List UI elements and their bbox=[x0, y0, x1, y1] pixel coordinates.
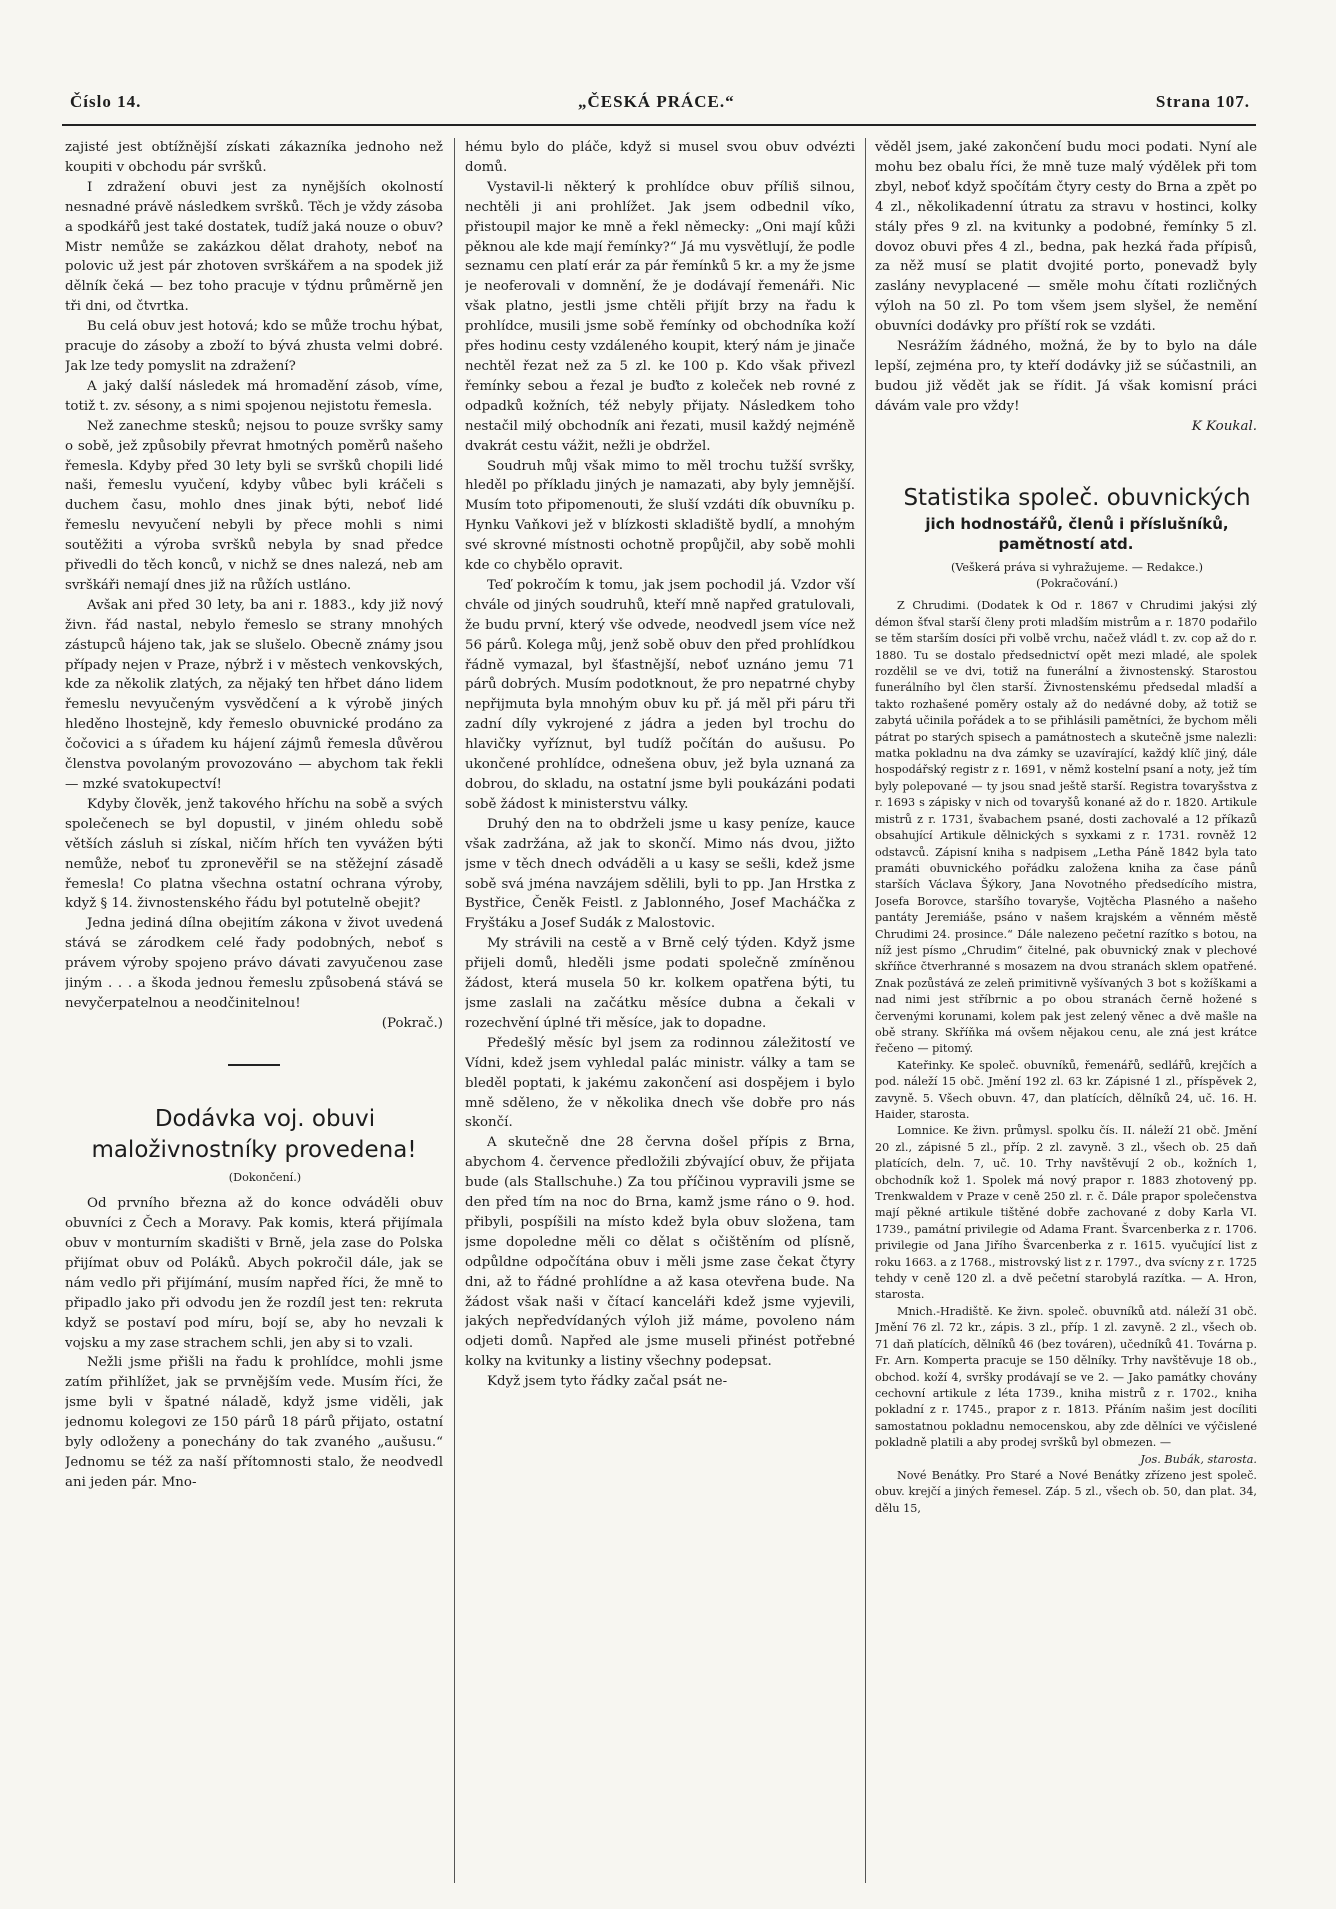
stat-entry: Mnich.-Hradiště. Ke živn. společ. obuvníků atd. náleží 31 obč. Jmění 76 zl. 72 kr., zápis. 3 zl., příp. 1 zl. zavyně. 2 zl., všech ob. 71 daň platících, dělníků 46 (bez továren), učedníků 41. Továrna p. Fr. Arn. Komperta pracuje se 150 dělníky. Trhy navštěvuje 18 ob., obchod. koží 4, svršky prodávají se ve 2. — Jako památky chovány cechovní artikule z léta 1739., kniha mistrů z r. 1702., kniha pokladní z r. 1745., prapor z r. 1813. Přáním našim jest docíliti samostatnou pokladnu nemocenskou, aby zde dělníci ve výčislené pokladně platili a aby prodej svršků byl obmezen. — bbox=[875, 1304, 1257, 1450]
paragraph: hému bylo do pláče, když si musel svou obuv odvézti domů. bbox=[465, 140, 855, 175]
stat-entry: Z Chrudimi. (Dodatek k Od r. 1867 v Chrudimi jakýsi zlý démon šťval starší členy proti mladším mistrům a r. 1870 podařilo se těm starším dosíci při volbě vrchu, načež vládl t. zv. cop až do r. 1880. Tu se dostalo předsednictví opět mezi mladé, ale spolek rozdělil se ve dvi, totiž na funerální a živnostenský. Starostou funerálního byl člen starší. Živnostenskému předsedal mladší a takto rozhašené poměry ostaly až do nedávné doby, až totiž se zabytá učinila pořádek a to se přihlásili pamětníci, že bychom měli pátrat po starých spisech a památnostech a skutečně jsme nalezli: matka pokladnu na dva zámky se uzavírající, každý klíč jiný, dále hospodářský registr z r. 1691, v němž kostelní psaní a noty, jež tím byly polepované — ty jsou snad ještě starší. Registra tovaryšstva z r. 1693 s zápisky v nich od tovaryšů konané až do r. 1820. Artikule mistrů z r. 1731, švabachem psané, dosti zachovalé a 12 příkazů obsahující Artikule dělnických s syxkami z r. 1731. rovněž 12 odstavců. Zápisní kniha s nadpisem „Letha Páně 1842 byla tato pramáti obuvnického pořádku založena kniha za čase pánů starších Václava Šýkory, Jana Novotného předsedícího mistra, Josefa Borovce, staršího tovaryše, Vojtěcha Plasného a našeho pantáty Jeremiáše, psáno v našem krajském a věnném městě Chrudimi 24. prosince.“ Dále nalezeno pečetní razítko s botou, na níž jest písmo „Chrudim“ čitelné, pak obuvnický znak v plechové skříňce čtverhranné s mosazem na dvou stranách sklem opatřené. Znak pozůstává ze zeleň primitivně vyšívaných 3 bot s kožíškami a nad nimi jest stříbrnic a po obou stranách černě hožené s červenými korunami, kolem pak jest zelený věnec a dvě mašle na obě strany. Skříňka má ovšem nějakou cenu, ale zná jest krátce řečeno — pitomý. bbox=[875, 599, 1257, 1056]
stat-entry: Nové Benátky. Pro Staré a Nové Benátky zřízeno jest společ. obuv. krejčí a jiných řemesel. Záp. 5 zl., všech ob. 50, dan plat. 34, dělu 15, bbox=[875, 1468, 1257, 1515]
paragraph: A skutečně dne 28 června došel přípis z Brna, abychom 4. července předložili zbývající obuv, že přijata bude (als Stallschuhe.) Za tou příčinou vypravili jsme se den před tím na noc do Brna, kamž jsme ráno o 9. hod. přibyli, pospíšili na místo kdež byla obuv složena, tam jsme dopoledne měli co dělat s očištěním od plísně, odpůldne odpočítána obuv i měli jsme zase čekat čtyry dni, až to řádné prohlídne a až kasa otevřena bude. Na žádost však naši v čítací kanceláři kdež jsme vyjevili, jakých nepředvídaných výloh již máme, povoleno nám odjeti domů. Napřed ale jsme museli přinést potřebné kolky na kvitunky a listiny všechny podepsat. bbox=[465, 1135, 855, 1370]
article-subtitle: jich hodnostářů, členů i příslušníků, pamětností atd. bbox=[925, 514, 1229, 553]
paragraph: Nežli jsme přišli na řadu k prohlídce, mohli jsme zatím přihlížet, jak se prvnějším vede. Musím říci, že jsme byli v špatné náladě, když jsme viděli, jak jednomu kolegovi ze 150 párů 18 párů přijato, ostatní byly odloženy a ponechány do tak zvaného „aušusu.“ Jednomu se též za naší přítomnosti stalo, že neodvedl ani jeden pár. Mno- bbox=[65, 1355, 443, 1490]
stat-signature: Jos. Bubák, starosta. bbox=[1140, 1452, 1257, 1466]
rights-note: (Veškerá práva si vyhražujeme. — Redakce.) bbox=[951, 560, 1203, 574]
paragraph: věděl jsem, jaké zakončení budu moci podati. Nyní ale mohu bez obalu říci, že mně tuze malý výdělek při tom zbyl, neboť když spočítám čtyry cesty do Brna a zpět po 4 zl., několikadenní útratu za stravu v hostinci, kolky stály přes 9 zl. na kvitunky a podobné, řemínky 5 zl. dovoz obuvi přes 4 zl., bedna, pak hezká řada přípisů, za něž musí se platit dvojité porto, ponevadž byly zaslány nevyplacené — směle mohu čítati rozličných výloh na 50 zl. Po tom všem jsem slyšel, že nemění obuvníci dodávky pro příští rok se vzdáti. bbox=[875, 140, 1257, 335]
continuation-note: (Pokrač.) bbox=[381, 1015, 443, 1031]
paragraph: Předešlý měsíc byl jsem za rodinnou záležitostí ve Vídni, kdež jsem vyhledal palác ministr. války a tam se bleděl poptati, k jakému zakončení asi dospějem i bylo mně sděleno, že v několika dnech vše dobře pro nás skončí. bbox=[465, 1035, 855, 1131]
article-subtitle: (Dokončení.) bbox=[228, 1170, 302, 1184]
stat-entry: Lomnice. Ke živn. průmysl. spolku čís. II. náleží 21 obč. Jmění 20 zl., zápisné 5 zl., příp. 2 zl. zavyně. 3 zl., všech ob. 25 daň platících, deln. 7, uč. 10. Trhy navštěvují 2 ob., kožních 1, obchodník kož 1. Spolek má nový prapor r. 1883 zhotovený pp. Trenkwaldem v Praze v ceně 250 zl. r. č. Dále prapor společenstva mají pěkné artikule tištěné dobře zachované z doby Karla VI. 1739., památní privilegie od Adama Frant. Švarcenberka z r. 1706. privilegie od Jana Jiřího Švarcenberka z r. 1615. vyučující list z roku 1663. a z 1768., mistrovský list z r. 1797., dva svícny z r. 1725 tehdy v ceně 120 zl. a dvě pečetní starobylá razítka. — A. Hron, starosta. bbox=[875, 1124, 1257, 1302]
article-title: Statistika společ. obuvnických bbox=[903, 484, 1251, 511]
paragraph: Kdyby člověk, jenž takového hříchu na sobě a svých společenech se byl dopustil, v jiném ohledu sobě větších zásluh si získal, ničím hřích ten vyvážen býti nemůže, neboť tu zpronevěřil se na stěžejní zásadě řemesla! Co platna všechna ostatní ochrana výroby, když § 14. živnostenského řádu byl potutelně obejit? bbox=[65, 796, 443, 912]
paragraph: A jaký další následek má hromadění zásob, víme, totiž t. zv. sésony, a s nimi spojenou nejistotu řemesla. bbox=[65, 378, 443, 414]
column-2 bbox=[465, 138, 855, 1883]
paragraph: Teď pokročím k tomu, jak jsem pochodil já. Vzdor vší chvále od jiných soudruhů, kteří mně napřed gratulovali, že budu první, který vše odvede, neodvedl jsem více než 56 párů. Kolega můj, jenž sobě obuv den před prohlídkou řádně vymazal, byl šťastnější, neboť uznáno jemu 71 párů dobrých. Musím podotknout, že pro nepatrné chyby nepřijmuta byla mnohým obuv ku př. já měl při páru tři zadní díly vykrojené z jádra a jeden byl trochu do hlavičky vyříznut, byl tudíž počítán do aušusu. Po ukončené prohlídce, odnešena obuv, jež byla uznaná za dobrou, do skladu, na ostatní jsme byli poukázáni podati sobě žádost k ministerstvu války. bbox=[465, 577, 855, 812]
paragraph: Bu celá obuv jest hotová; kdo se může trochu hýbat, pracuje do zásoby a zboží to bývá zhusta velmi dobré. Jak lze tedy pomyslit na zdražení? bbox=[65, 319, 443, 374]
paragraph: Nesrážím žádného, možná, že by to bylo na dále lepší, zejména pro, ty kteří dodávky již se súčastnili, an budou již vědět jak se řídit. Já však komisní práci dávám vale pro vždy! bbox=[875, 339, 1257, 414]
column-3 bbox=[875, 138, 1257, 1883]
article-title: Dodávka voj. obuvi maloživnostníky provedena! bbox=[91, 1105, 417, 1163]
paragraph: Avšak ani před 30 lety, ba ani r. 1883., kdy již nový živn. řád nastal, nebylo řemeslo se strany mnohých zástupců hájeno tak, jak se slušelo. Obecně známy jsou případy nejen v Praze, nýbrž i v městech venkovských, kde za několik zlatých, za nějaký ten hřbet dáno lidem řemeslu nevyučeným vysvědčení a k výrobě jiných hleděno lhostejně, kdy řemeslo obuvnické prodáno za čočovici a s úřadem ku hájení zájmů řemesla důvěrou členstva povolaným provozováno — abychom tak řekli — mzké svatokupectví! bbox=[65, 597, 443, 792]
column-divider bbox=[865, 138, 866, 1883]
header-rule bbox=[62, 124, 1256, 126]
stat-entry: Kateřinky. Ke společ. obuvníků, řemenářů, sedlářů, krejčích a pod. náleží 15 obč. Jmění 192 zl. 63 kr. Zápisné 1 zl., příspěvek 2, zavyně. 5. Všech obuvn. 47, dan platících, dělníků 24, uč. 16. H. Haider, starosta. bbox=[875, 1058, 1257, 1121]
paragraph: zajisté jest obtížnější získati zákazníka jednoho než koupiti v obchodu pár svršků. bbox=[65, 140, 443, 175]
issue-number: Číslo 14. bbox=[70, 92, 142, 111]
paragraph: Než zanechme stesků; nejsou to pouze svršky samy o sobě, jež způsobily převrat hmotných poměrů našeho řemesla. Kdyby před 30 lety byli se svršků chopili lidé naši, řemeslu vyučení, kdyby vůbec byli kráčeli s duchem času, mohlo dnes jinak býti, neboť lidé řemeslu nevyučení nebyli by přece mohli s nimi soutěžiti a výroba svršků nebyla by snad předce přivedli do těch konců, v nichž se dnes nalezá, neb am svrškáři nemají dnes již na růžích ustláno. bbox=[65, 418, 443, 593]
spacer bbox=[875, 437, 1257, 483]
paragraph: Vystavil-li některý k prohlídce obuv příliš silnou, nechtěli ji ani prohlížet. Jak jsem odbednil víko, přistoupil major ke mně a řekl německy: „Oni mají kůži pěknou ale kde mají řemínky?“ Já mu vysvětlují, že podle seznamu cen platí erár za pár řemínků 5 kr. a my že jsme je neoferovali v domnění, že je dodávají řemenáři. Nic však platno, jestli jsme chtěli přijít brzy na řadu k prohlídce, musili jsme sobě řemínky od obchodníka koží přes hodinu cesty vzdáleného koupit, který nám je jinače nechtěl řezat než za 5 zl. ke 100 p. Kdo však přivezl řemínky sebou a řezal je buďto z koleček neb rovné z odpadků kožních, též nebyly přijaty. Následkem toho nestačil milý obchodník ani řezati, musil každý nejméně dvakrát cestu vážit, nežli je obdržel. bbox=[465, 179, 855, 454]
page-header bbox=[70, 92, 1250, 116]
paragraph: Jedna jediná dílna obejitím zákona v život uvedená stává se zárodkem celé řady podobných, neboť s právem výroby spojeno právo dávati zavyučenou zase jiným . . . a škoda jednou řemeslu způsobená stává se nevyčerpatelnou a neodčinitelnou! bbox=[65, 916, 443, 1011]
paragraph: Druhý den na to obdrželi jsme u kasy peníze, kauce však zadržána, až jak to skončí. Mimo nás dvou, jižto jsme v těch dnech odváděli a u kasy se sešli, kdež jsme sobě svá jména navzájem sdělili, byli to pp. Jan Hrstka z Bystřice, Čeněk Feistl. z Jablonného, Josef Macháčka z Fryštáku a Josef Sudák z Malostovic. bbox=[465, 816, 855, 932]
column-divider bbox=[454, 138, 455, 1883]
continuation-note: (Pokračování.) bbox=[1036, 577, 1118, 590]
section-divider bbox=[228, 1064, 280, 1066]
paragraph: Od prvního března až do konce odváděli obuv obuvníci z Čech a Moravy. Pak komis, která přijímala obuv v monturním skadišti v Brně, jela zase do Polska přijímat obuv od Poláků. Abych pokročil dále, jak se nám vedlo při přijímání, musím napřed říci, že mně to připadlo jako při odvodu jen že rozdíl jest ten: rekruta když se postaví pod míru, bojí se, aby ho nevzali k vojsku a my zase strachem schli, jen aby si to vzali. bbox=[65, 1196, 443, 1351]
column-1 bbox=[65, 138, 443, 1883]
paragraph: Když jsem tyto řádky začal psát ne- bbox=[487, 1374, 728, 1390]
page-number: Strana 107. bbox=[1155, 92, 1250, 111]
author-signature: K Koukal. bbox=[1191, 418, 1257, 434]
paragraph: Soudruh můj však mimo to měl trochu tužší svršky, hleděl po příkladu jiných je namazati, aby byly jemnější. Musím toto připomenouti, že sluší vzdáti dík obuvníku p. Hynku Vaňkovi jež v blízkosti skladiště bydlí, a mnohým své skrovné místnosti ochotně propůjčil, aby sobě mohli kde co chybělo opravit. bbox=[465, 458, 855, 574]
paragraph: I zdražení obuvi jest za nynějších okolností nesnadné právě následkem svršků. Těch je vždy zásoba a spodkářů jest také dostatek, tudíž jaká nouze o obuv? Mistr nemůže se zakázkou dělat drahoty, neboť na polovic už jest pár zhotoven svrškářem a na spodek již dělník čeká — bez toho pracuje v týdnu průměrně jen tři dni, od čtvrtka. bbox=[65, 179, 443, 315]
paragraph: My strávili na cestě a v Brně celý týden. Když jsme přijeli domů, hleděli jsme podati společně zmíněnou žádost, která musela 50 kr. kolkem opatřena býti, tu jsme zaslali na začátku měsíce dubna a čekali v rozechvění úplné tři měsíce, jak to dopadne. bbox=[465, 936, 855, 1031]
periodical-title: „ČESKÁ PRÁCE.“ bbox=[578, 92, 735, 111]
